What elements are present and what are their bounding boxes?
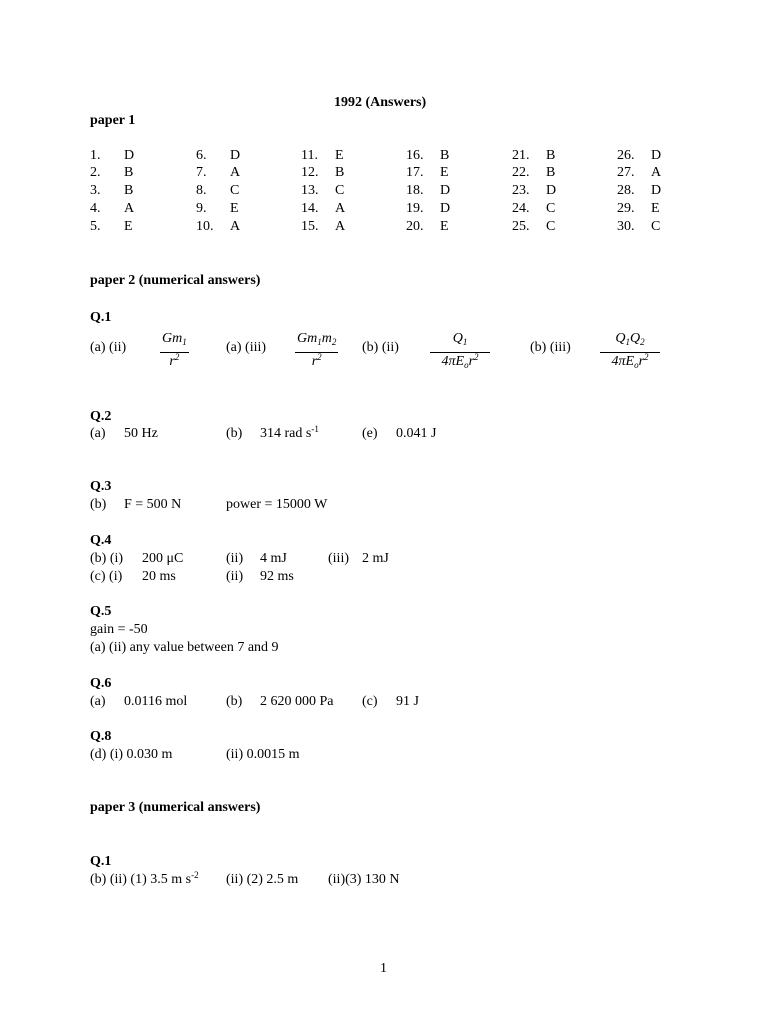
q5-gain: gain = -50 [90, 622, 148, 637]
q4-b-i-label: (b) (i) [90, 551, 124, 566]
paper1-answer-letter: D [546, 183, 557, 198]
paper1-question-number: 19. [406, 201, 424, 216]
paper1-answer-letter: A [335, 201, 346, 216]
paper1-answer-letter: C [230, 183, 240, 198]
paper2-heading: paper 2 (numerical answers) [90, 273, 261, 288]
paper1-question-number: 7. [196, 165, 207, 180]
q1-a-iii-label: (a) (iii) [226, 340, 267, 355]
paper1-answer-letter: A [124, 201, 135, 216]
paper1-answer-letter: A [230, 165, 241, 180]
q2-b-value: 314 rad $s^{-1}$ [260, 424, 319, 441]
paper1-answer-letter: C [546, 219, 556, 234]
paper1-question-number: 5. [90, 219, 101, 234]
paper1-question-number: 23. [512, 183, 530, 198]
paper1-question-number: 17. [406, 165, 424, 180]
q6-c-value: 91 J [396, 694, 419, 709]
paper1-answer-letter: B [546, 165, 556, 180]
paper1-answer-letter: D [230, 148, 241, 163]
q4-c-i-label: (c) (i) [90, 569, 123, 584]
q1-label: Q.1 [90, 310, 112, 325]
q6-label: Q.6 [90, 676, 112, 691]
q2-e-label: (e) [362, 426, 378, 441]
q4-label: Q.4 [90, 533, 112, 548]
paper1-answer-letter: A [335, 219, 346, 234]
paper1-answer-letter: E [335, 148, 344, 163]
q6-c-label: (c) [362, 694, 378, 709]
formula-gm1-over-r2: $\frac{Gm_1}{r^2}$ [162, 331, 187, 369]
paper1-question-number: 28. [617, 183, 635, 198]
p3-q1-part3: (ii)(3) 130 N [328, 872, 400, 887]
q3-b-value: F = 500 N [124, 497, 182, 512]
q5-a-ii: (a) (ii) any value between 7 and 9 [90, 640, 279, 655]
paper1-question-number: 21. [512, 148, 530, 163]
q1-a-ii-label: (a) (ii) [90, 340, 127, 355]
paper1-answer-letter: C [546, 201, 556, 216]
paper1-answer-letter: C [651, 219, 661, 234]
paper1-question-number: 3. [90, 183, 101, 198]
paper1-answer-letter: B [124, 165, 134, 180]
q8-d-i: (d) (i) 0.030 m [90, 747, 173, 762]
paper1-question-number: 12. [301, 165, 319, 180]
paper1-question-number: 10. [196, 219, 214, 234]
q4-b-iii-label: (iii) [328, 551, 349, 566]
page-number: 1 [380, 961, 387, 976]
paper1-question-number: 15. [301, 219, 319, 234]
paper1-answer-letter: B [335, 165, 345, 180]
q2-a-value: 50 Hz [124, 426, 158, 441]
paper1-question-number: 6. [196, 148, 207, 163]
paper3-heading: paper 3 (numerical answers) [90, 800, 261, 815]
paper1-answer-letter: A [230, 219, 241, 234]
q6-b-label: (b) [226, 694, 243, 709]
paper1-question-number: 26. [617, 148, 635, 163]
paper1-answer-letter: E [651, 201, 660, 216]
paper1-answer-letter: B [546, 148, 556, 163]
paper1-question-number: 1. [90, 148, 101, 163]
q8-d-ii: (ii) 0.0015 m [226, 747, 300, 762]
paper1-question-number: 25. [512, 219, 530, 234]
paper1-answer-letter: B [124, 183, 134, 198]
q8-label: Q.8 [90, 729, 112, 744]
p3-q1-part1: (b) (ii) (1) 3.5 m $s^{-2}$ [90, 870, 199, 887]
paper1-answer-letter: D [651, 148, 662, 163]
p3-q1-label: Q.1 [90, 854, 112, 869]
q6-a-label: (a) [90, 694, 106, 709]
paper1-answer-letter: D [440, 183, 451, 198]
paper1-question-number: 24. [512, 201, 530, 216]
paper1-answer-letter: E [124, 219, 133, 234]
q2-b-label: (b) [226, 426, 243, 441]
p3-q1-part2: (ii) (2) 2.5 m [226, 872, 299, 887]
page-title: 1992 (Answers) [334, 95, 427, 110]
paper1-answer-letter: E [440, 219, 449, 234]
q1-b-ii-label: (b) (ii) [362, 340, 399, 355]
q3-power: power = 15000 W [226, 497, 328, 512]
q1-b-iii-label: (b) (iii) [530, 340, 571, 355]
paper1-question-number: 14. [301, 201, 319, 216]
paper1-question-number: 27. [617, 165, 635, 180]
q4-b-i-value: 200 μC [142, 551, 184, 566]
paper1-question-number: 9. [196, 201, 207, 216]
formula-gm1m2-over-r2: $\frac{Gm_1m_2}{r^2}$ [297, 331, 337, 369]
paper1-question-number: 4. [90, 201, 101, 216]
paper1-question-number: 2. [90, 165, 101, 180]
q2-label: Q.2 [90, 409, 112, 424]
paper1-question-number: 29. [617, 201, 635, 216]
paper1-question-number: 30. [617, 219, 635, 234]
q2-e-value: 0.041 J [396, 426, 437, 441]
q6-a-value: 0.0116 mol [124, 694, 188, 709]
q3-b-label: (b) [90, 497, 107, 512]
paper1-question-number: 16. [406, 148, 424, 163]
q6-b-value: 2 620 000 Pa [260, 694, 334, 709]
paper1-question-number: 13. [301, 183, 319, 198]
paper1-answer-letter: D [124, 148, 135, 163]
paper1-answer-letter: D [440, 201, 451, 216]
q2-a-label: (a) [90, 426, 106, 441]
q4-b-ii-label: (ii) [226, 551, 244, 566]
paper1-question-number: 20. [406, 219, 424, 234]
paper1-answer-letter: E [230, 201, 239, 216]
paper1-answer-letter: A [651, 165, 662, 180]
paper1-question-number: 11. [301, 148, 318, 163]
q4-c-i-value: 20 ms [142, 569, 176, 584]
q4-c-ii-value: 92 ms [260, 569, 294, 584]
formula-q1-over-4pi-eo-r2: $Q_1$ $4\pi E_or^2$ [430, 331, 490, 373]
paper1-question-number: 22. [512, 165, 530, 180]
q5-label: Q.5 [90, 604, 112, 619]
paper1-question-number: 8. [196, 183, 207, 198]
q4-c-ii-label: (ii) [226, 569, 244, 584]
paper1-answer-letter: E [440, 165, 449, 180]
paper1-answer-letter: D [651, 183, 662, 198]
paper1-answer-letter: B [440, 148, 450, 163]
q4-b-ii-value: 4 mJ [260, 551, 287, 566]
q4-b-iii-value: 2 mJ [362, 551, 389, 566]
paper1-heading: paper 1 [90, 113, 136, 128]
paper1-question-number: 18. [406, 183, 424, 198]
q3-label: Q.3 [90, 479, 112, 494]
paper1-answer-letter: C [335, 183, 345, 198]
formula-q1q2-over-4pi-eo-r2: $Q_1Q_2$ $4\pi E_or^2$ [600, 331, 660, 373]
